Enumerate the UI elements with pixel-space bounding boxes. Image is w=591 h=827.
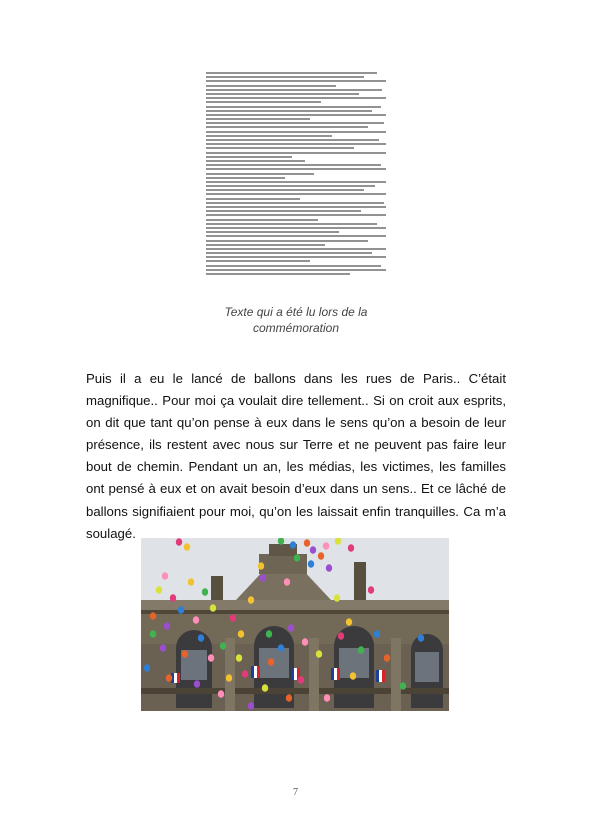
balloon [230,614,236,622]
scanned-text-line [206,168,386,170]
balloon [150,630,156,638]
balloon [260,574,266,582]
scanned-text-line [206,227,386,229]
balloon [188,578,194,586]
scanned-text-line [206,214,386,216]
balloon [182,650,188,658]
balloon [298,676,304,684]
scanned-text-line [206,101,321,103]
scanned-text-line [206,139,379,141]
scanned-text-line [206,231,339,233]
scanned-text-line [206,273,350,275]
balloon [288,624,294,632]
balloon [316,650,322,658]
balloon [210,604,216,612]
scanned-text-line [206,256,386,258]
scanned-text-line [206,89,382,91]
balloon [338,632,344,640]
scanned-text-line [206,126,368,128]
scanned-text-line [206,185,375,187]
balloon [302,638,308,646]
scanned-text-line [206,173,314,175]
scanned-text-line [206,143,386,145]
scanned-text-line [206,248,386,250]
balloon [226,674,232,682]
balloon [150,612,156,620]
scanned-text-line [206,252,372,254]
balloon [162,572,168,580]
scanned-text-line [206,118,310,120]
balloon [242,670,248,678]
balloon [176,538,182,546]
scanned-text-line [206,240,368,242]
scanned-text-line [206,152,386,154]
balloon [290,541,296,549]
balloon [236,654,242,662]
scanned-text-line [206,160,305,162]
balloon [193,616,199,624]
balloon [308,560,314,568]
balloon [218,690,224,698]
balloon [248,596,254,604]
balloon [178,606,184,614]
balloon [266,630,272,638]
balloon [258,562,264,570]
balloon [318,552,324,560]
scanned-text-line [206,235,386,237]
balloon [326,564,332,572]
balloon [304,539,310,547]
scanned-text-line [206,85,336,87]
balloon [202,588,208,596]
figure-caption: Texte qui a été lu lors de la commémoration [224,305,368,335]
scanned-text-line [206,97,386,99]
balloon [358,646,364,654]
scanned-text-line [206,244,325,246]
scanned-text-line [206,202,384,204]
balloon [374,630,380,638]
balloon [144,664,150,672]
balloon [418,634,424,642]
balloon [170,594,176,602]
balloon [268,658,274,666]
balloon [400,682,406,690]
scanned-text-image [206,72,386,286]
scanned-text-line [206,106,381,108]
scanned-text-line [206,122,384,124]
scanned-text-line [206,135,332,137]
scanned-text-line [206,260,310,262]
balloon [156,586,162,594]
scanned-text-line [206,76,364,78]
scanned-text-line [206,198,300,200]
balloon [166,674,172,682]
scanned-text-line [206,156,292,158]
balloon [238,630,244,638]
scanned-text-line [206,114,386,116]
scanned-text-line [206,219,318,221]
balloon [346,618,352,626]
scanned-text-line [206,210,361,212]
balloon [248,702,254,710]
balloon [294,554,300,562]
balloon [286,694,292,702]
balloon [350,672,356,680]
balloon [164,622,170,630]
scanned-text-line [206,193,386,195]
balloon [324,694,330,702]
balloon [184,543,190,551]
balloon [278,644,284,652]
scanned-text-line [206,181,386,183]
balloon [284,578,290,586]
scanned-text-line [206,80,386,82]
balloon [348,544,354,552]
scanned-text-line [206,72,377,74]
scanned-text-line [206,93,359,95]
scanned-text-line [206,269,386,271]
scanned-text-line [206,189,364,191]
page-number: 7 [293,787,298,798]
scanned-text-line [206,223,377,225]
scanned-text-line [206,164,381,166]
balloon [198,634,204,642]
balloon [384,654,390,662]
balloon [334,594,340,602]
balloon [368,586,374,594]
body-paragraph: Puis il a eu le lancé de ballons dans les rues de Paris.. C’était magnifique.. Pour moi ça voulait dire tellement.. Si on croit aux esprits, on dit que tant qu’on pense à eux dans le sens qu’on a besoin de leur présence, ils restent avec nous sur Terre et ne peuvent pas faire leur bout de chemin. Pendant un an, les médias, les victimes, les familles ont pensé à eux et on avait besoin d’eux dans un sens.. Et ce lâché de ballons signifiaient pour moi, qu’on les laissait enfin tranquilles. Ca m’a soulagé. [86,371,506,541]
balloon [160,644,166,652]
scanned-text-line [206,131,386,133]
scanned-text-line [206,206,386,208]
scanned-text-line [206,147,354,149]
balloon [220,642,226,650]
balloon-release-photo [141,538,449,711]
scanned-text-line [206,110,372,112]
balloon [208,654,214,662]
balloon [194,680,200,688]
balloon [323,542,329,550]
balloon [262,684,268,692]
scanned-text-line [206,177,285,179]
balloon [310,546,316,554]
scanned-text-line [206,265,381,267]
